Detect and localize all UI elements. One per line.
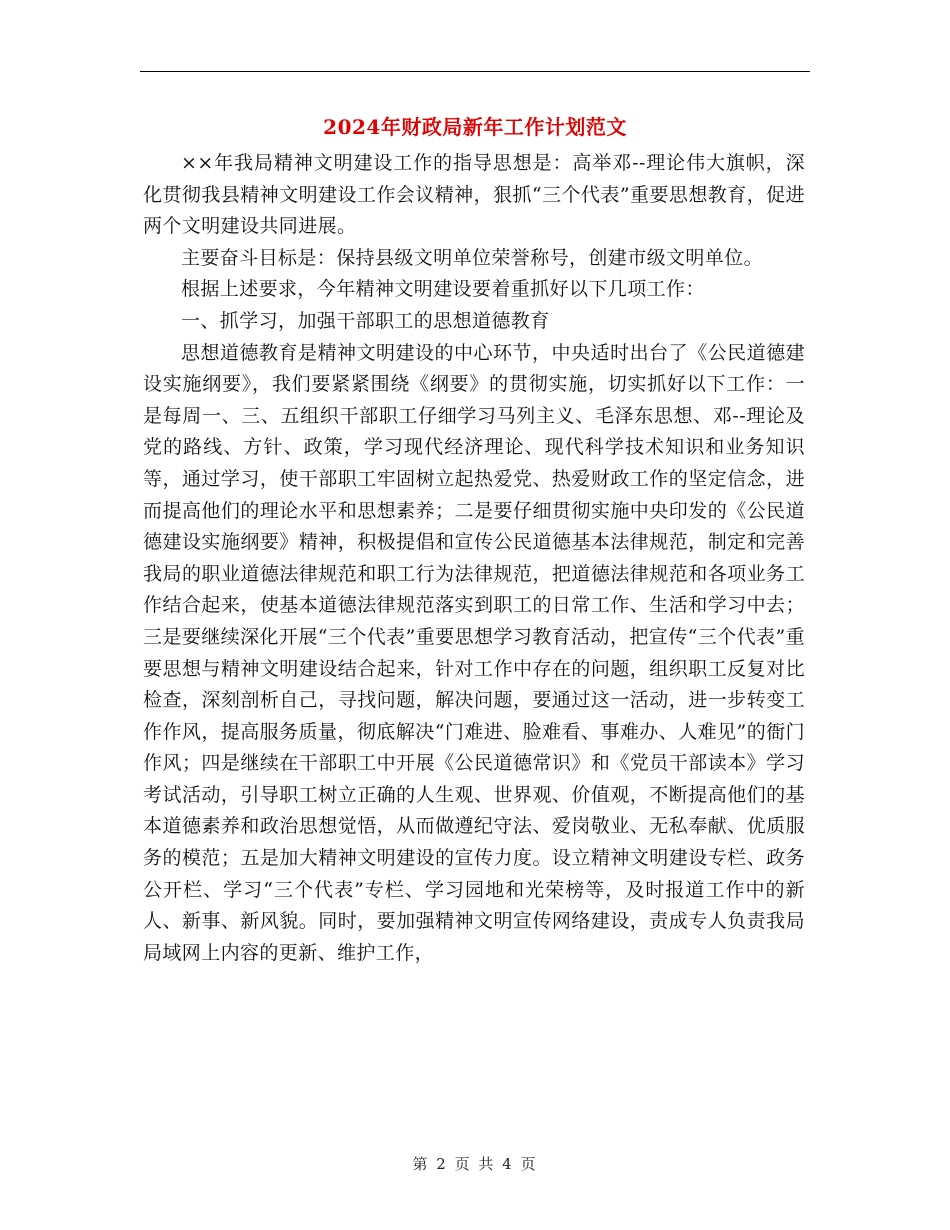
paragraph-guiding-ideology: ××年我局精神文明建设工作的指导思想是：高举邓--理论伟大旗帜，深化贯彻我县精神文明建设工作会议精神，狠抓“三个代表”重要思想教育，促进两个文明建设共同进展。 xyxy=(143,152,805,238)
paragraph-main-goal: 主要奋斗目标是：保持县级文明单位荣誉称号，创建市级文明单位。 xyxy=(181,246,764,269)
paragraph-moral-education: 思想道德教育是精神文明建设的中心环节，中央适时出台了《公民道德建设实施纲要》，我们要紧紧围绕《纲要》的贯彻实施，切实抓好以下工作：一是每周一、三、五组织干部职工仔细学习马列主义、毛泽东思想、邓--理论及党的路线、方针、政策，学习现代经济理论、现代科学技术知识和业务知识等，通过学习，使干部职工牢固树立起热爱党、热爱财政工作的坚定信念，进而提高他们的理论水平和思想素养；二是要仔细贯彻实施中央印发的《公民道德建设实施纲要》精神，积极提倡和宣传公民道德基本法律规范，制定和完善我局的职业道德法律规范和职工行为法律规范，把道德法律规范和各项业务工作结合起来，使基本道德法律规范落实到职工的日常工作、生活和学习中去；三是要继续深化开展“三个代表”重要思想学习教育活动，把宣传“三个代表”重要思想与精神文明建设结合起来，针对工作中存在的问题，组织职工反复对比检查，深刻剖析自己，寻找问题，解决问题，要通过这一活动，进一步转变工作作风，提高服务质量，彻底解决“门难进、脸难看、事难办、人难见”的衙门作风；四是继续在干部职工中开展《公民道德常识》和《党员干部读本》学习考试活动，引导职工树立正确的人生观、世界观、价值观，不断提高他们的基本道德素养和政治思想觉悟，从而做遵纪守法、爱岗敬业、无私奉献、优质服务的模范；五是加大精神文明建设的宣传力度。设立精神文明建设专栏、政务公开栏、学习“三个代表”专栏、学习园地和光荣榜等，及时报道工作中的新人、新事、新风貌。同时，要加强精神文明宣传网络建设，责成专人负责我局局域网上内容的更新、维护工作， xyxy=(143,341,805,964)
header-rule xyxy=(140,71,810,72)
page-number: 第 2 页 共 4 页 xyxy=(412,1155,538,1173)
document-title: 2024年财政局新年工作计划范文 xyxy=(323,115,627,139)
section-heading-study: 一、抓学习，加强干部职工的思想道德教育 xyxy=(181,309,550,332)
document-body xyxy=(143,148,805,969)
paragraph-key-tasks-intro: 根据上述要求，今年精神文明建设要着重抓好以下几项工作： xyxy=(181,278,705,301)
